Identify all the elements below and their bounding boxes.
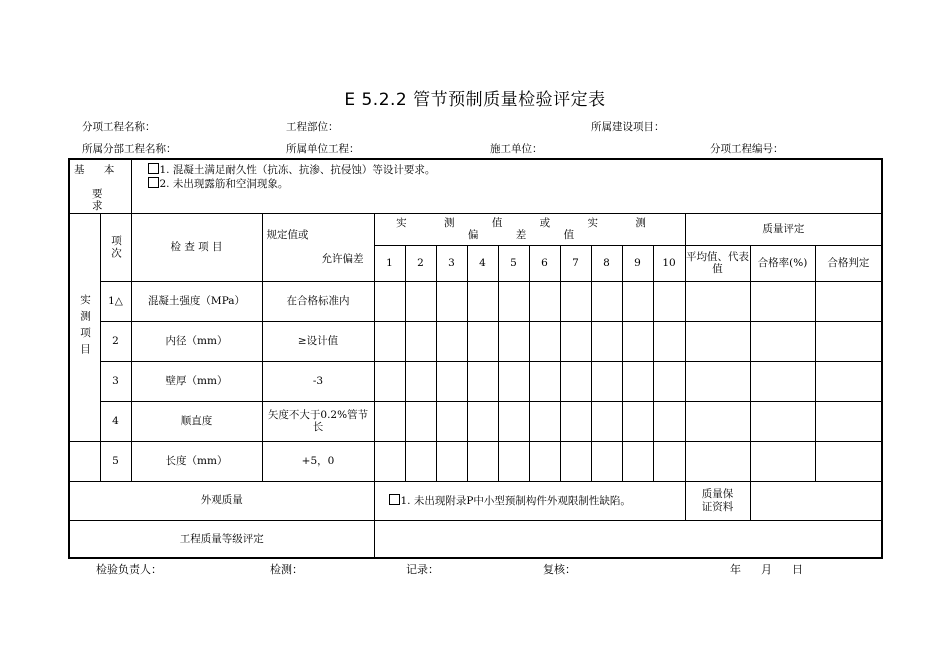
row-item: 内径（mm） xyxy=(131,321,262,361)
inspection-table xyxy=(68,158,883,559)
row-item: 长度（mm） xyxy=(131,441,262,481)
qa-docs-label: 质量保证资料 xyxy=(685,481,750,520)
basic-requirements-label: 基 本 要 求 xyxy=(69,159,131,213)
checkbox-icon[interactable] xyxy=(389,494,400,505)
row-no: 2 xyxy=(100,321,131,361)
quality-eval-header: 质量评定 xyxy=(685,213,882,245)
measure-col-4: 4 xyxy=(467,245,498,281)
meta-contractor: 施工单位： xyxy=(490,143,543,155)
measure-col-7: 7 xyxy=(560,245,591,281)
avg-header: 平均值、代表值 xyxy=(685,245,750,281)
meta-subitem-name: 分项工程名称： xyxy=(82,121,156,133)
measure-items-label: 实测项目 xyxy=(69,213,100,441)
measure-col-6: 6 xyxy=(529,245,560,281)
measure-col-9: 9 xyxy=(622,245,653,281)
appearance-text: 1. 未出现附录P中小型预制构件外观限制性缺陷。 xyxy=(374,481,685,520)
page-title: E 5.2.2 管节预制质量检验评定表 xyxy=(344,90,606,110)
row-spec: -3 xyxy=(262,361,374,401)
measured-values-header: 实 测 值 或 实 测 偏 差 值 xyxy=(374,213,685,245)
row-no: 3 xyxy=(100,361,131,401)
row-item: 顺直度 xyxy=(131,401,262,441)
header-row-1 xyxy=(69,213,882,245)
meta-project-part: 工程部位： xyxy=(286,121,339,133)
measure-items-label-tail xyxy=(69,441,100,481)
footer-record: 记录： xyxy=(406,563,439,576)
measure-col-8: 8 xyxy=(591,245,622,281)
table-row xyxy=(69,401,882,441)
spec-header: 规定值或 允许偏差 xyxy=(262,213,374,281)
check-item-header: 检 查 项 目 xyxy=(131,213,262,281)
measure-col-2: 2 xyxy=(405,245,436,281)
appearance-row xyxy=(69,481,882,520)
meta-unit-project: 所属单位工程： xyxy=(286,143,360,155)
meta-subitem-number: 分项工程编号： xyxy=(710,143,784,155)
row-no: 1△ xyxy=(100,281,131,321)
measure-col-1: 1 xyxy=(374,245,405,281)
footer-day: 日 xyxy=(792,563,803,576)
row-item: 混凝土强度（MPa） xyxy=(131,281,262,321)
table-row xyxy=(69,441,882,481)
row-spec: 矢度不大于0.2%管节长 xyxy=(262,401,374,441)
row-spec: 在合格标准内 xyxy=(262,281,374,321)
pass-judge-header: 合格判定 xyxy=(815,245,882,281)
row-item: 壁厚（mm） xyxy=(131,361,262,401)
measure-col-5: 5 xyxy=(498,245,529,281)
pass-rate-header: 合格率(%) xyxy=(750,245,815,281)
basic-requirements-text: 1. 混凝土满足耐久性（抗冻、抗渗、抗侵蚀）等设计要求。 2. 未出现露筋和空洞现象。 xyxy=(131,159,882,213)
row-spec: +5，0 xyxy=(262,441,374,481)
grade-row xyxy=(69,520,882,558)
checkbox-icon[interactable] xyxy=(148,177,159,188)
qa-docs-value[interactable] xyxy=(750,481,882,520)
checkbox-icon[interactable] xyxy=(148,163,159,174)
table-row xyxy=(69,361,882,401)
grade-value[interactable] xyxy=(374,520,882,558)
footer-month: 月 xyxy=(761,563,772,576)
table-row xyxy=(69,281,882,321)
item-no-header: 项次 xyxy=(100,213,131,281)
footer-review: 复核： xyxy=(543,563,576,576)
meta-division-name: 所属分部工程名称： xyxy=(82,143,177,155)
appearance-label: 外观质量 xyxy=(69,481,374,520)
footer-testing: 检测： xyxy=(270,563,303,576)
basic-requirements-row xyxy=(69,159,882,213)
measure-col-3: 3 xyxy=(436,245,467,281)
table-row xyxy=(69,321,882,361)
footer-inspector: 检验负责人： xyxy=(96,563,162,576)
grade-label: 工程质量等级评定 xyxy=(69,520,374,558)
row-no: 5 xyxy=(100,441,131,481)
row-spec: ≥设计值 xyxy=(262,321,374,361)
meta-construction-project: 所属建设项目： xyxy=(591,121,665,133)
row-no: 4 xyxy=(100,401,131,441)
measure-col-10: 10 xyxy=(653,245,685,281)
footer-year: 年 xyxy=(730,563,741,576)
